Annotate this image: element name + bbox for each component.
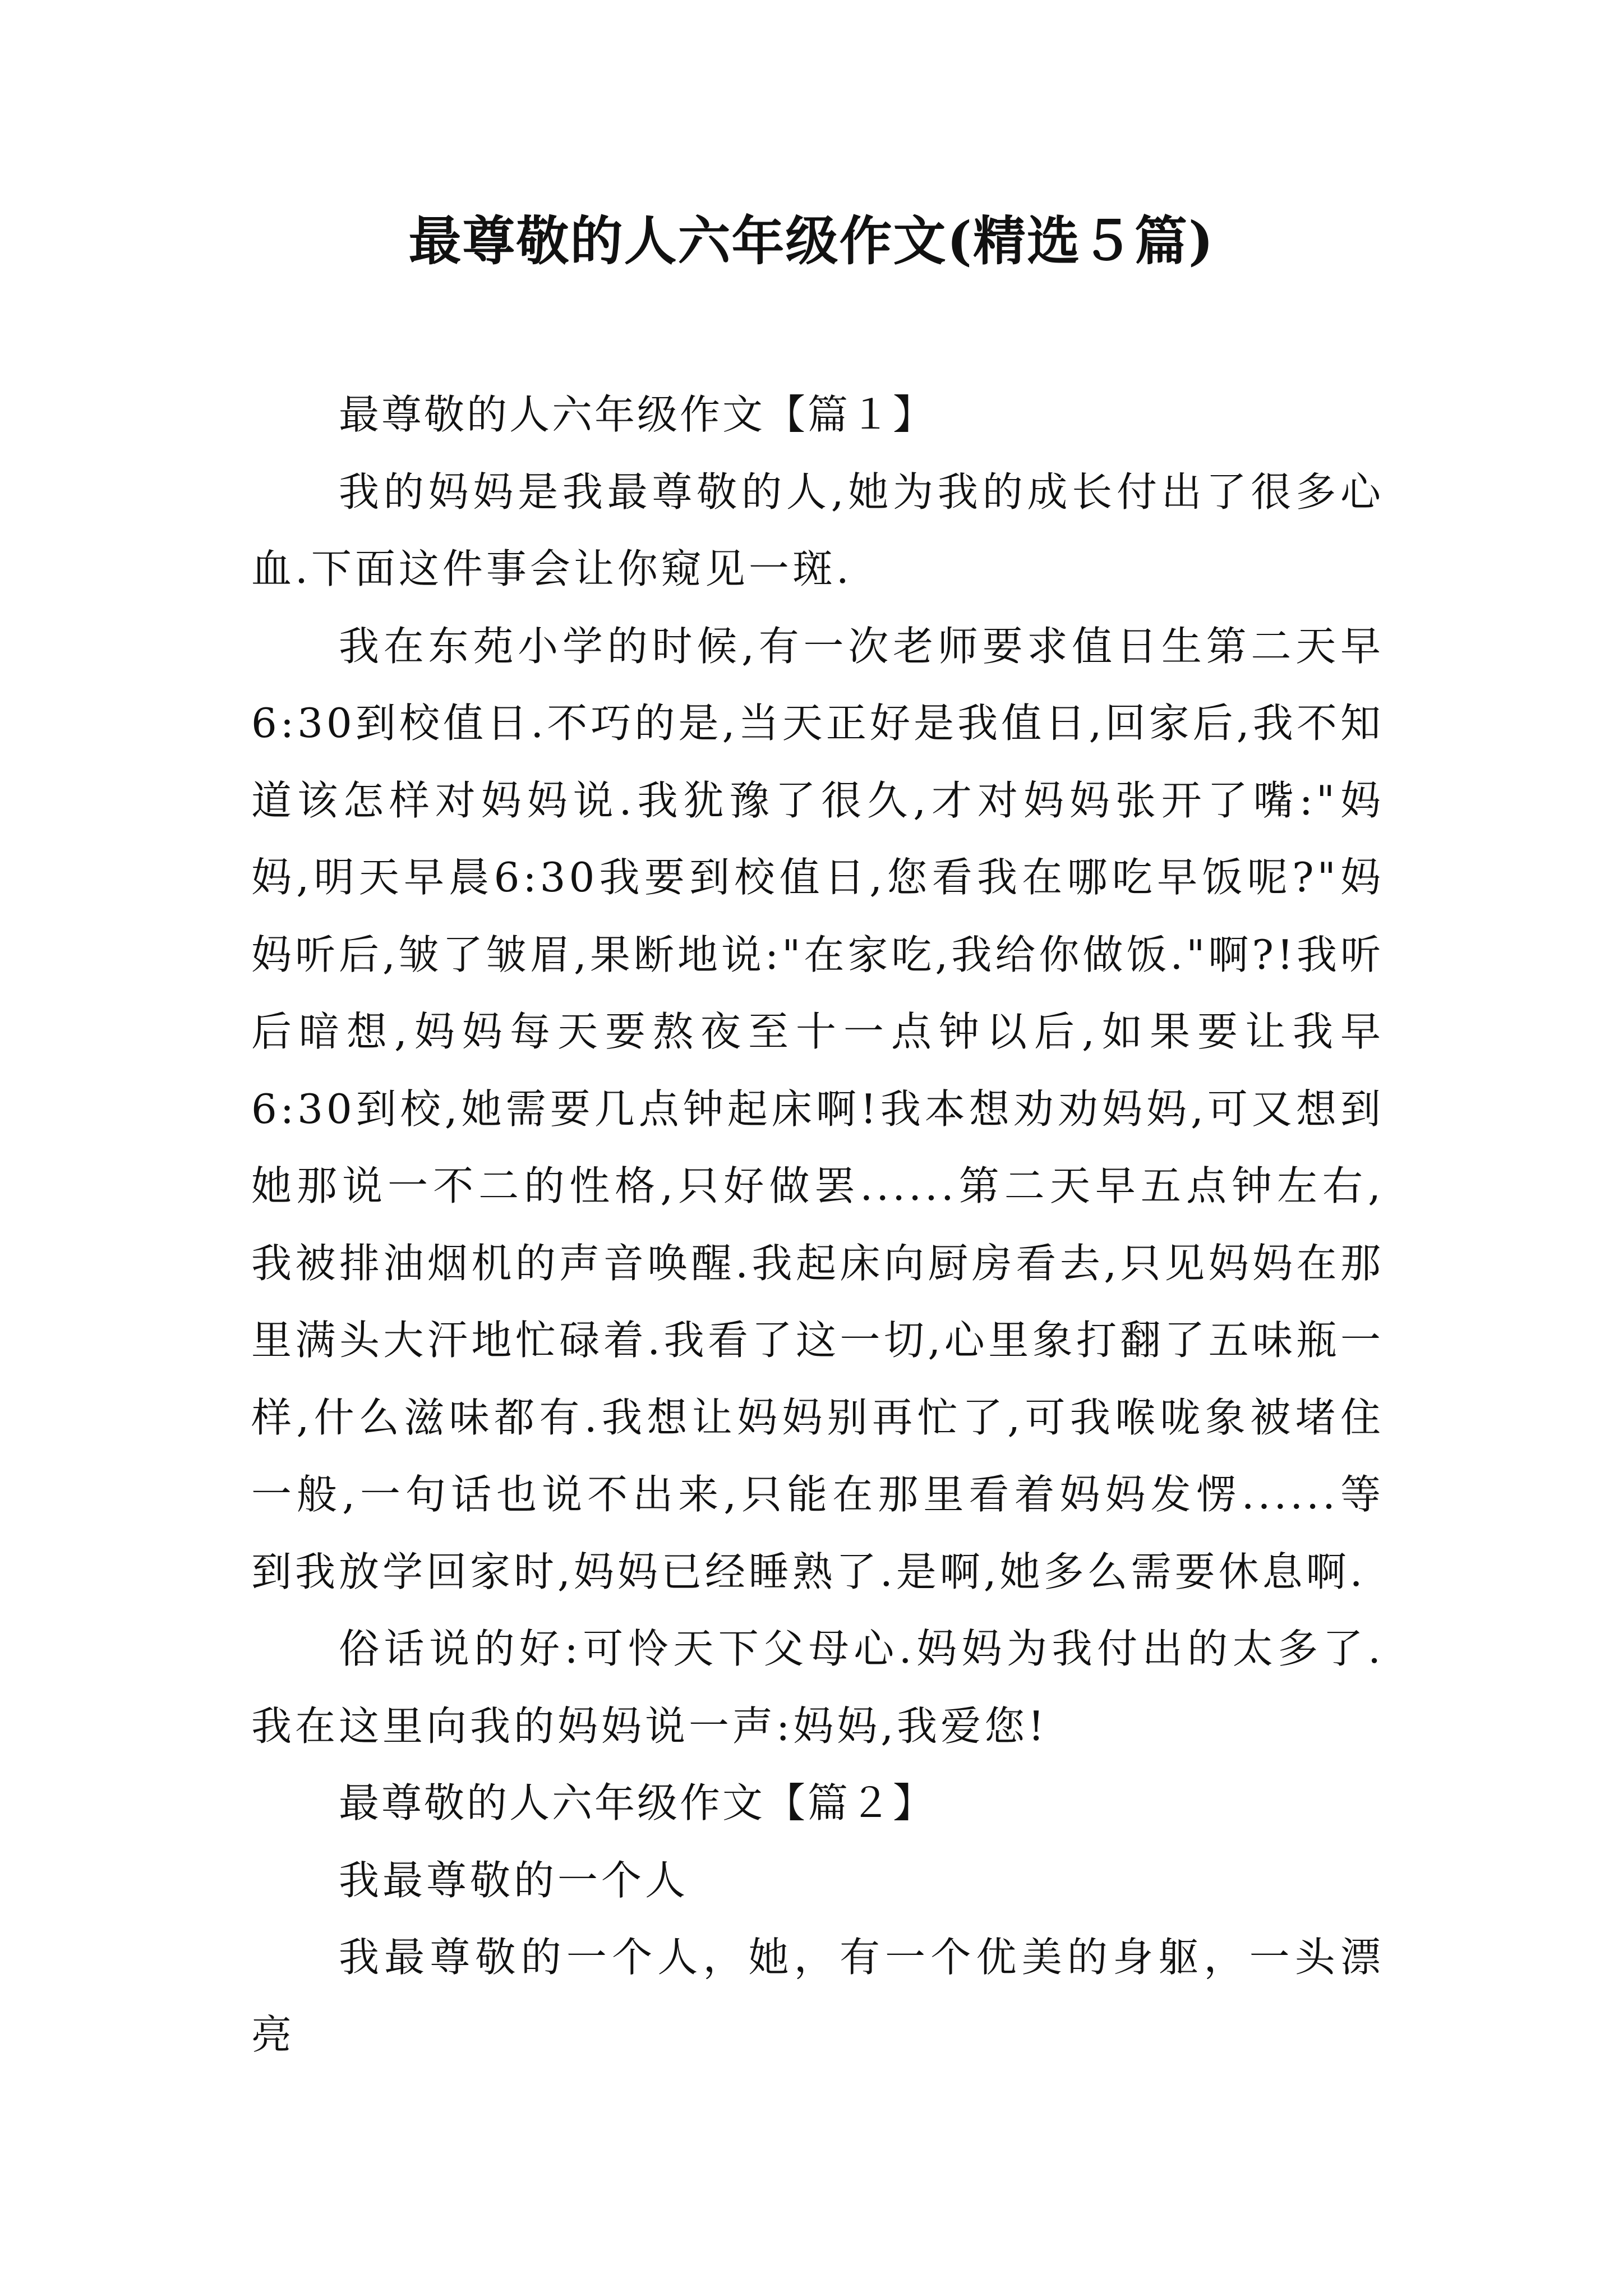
body-paragraph: 我的妈妈是我最尊敬的人,她为我的成长付出了很多心血.下面这件事会让你窥见一斑. — [251, 468, 1384, 592]
document-body — [251, 376, 1384, 2073]
body-paragraph: 我在东苑小学的时候,有一次老师要求值日生第二天早6:30到校值日.不巧的是,当天正好是我值日,回家后,我不知道该怎样对妈妈说.我犹豫了很久,才对妈妈张开了嘴:"妈妈,明天早晨6:30我要到校值日,您看我在哪吃早饭呢?"妈妈听后,皱了皱眉,果断地说:"在家吃,我给你做饭."啊?!我听后暗想,妈妈每天要熬夜至十一点钟以后,如果要让我早6:30到校,她需要几点钟起床啊!我本想劝劝妈妈,可又想到她那说一不二的性格,只好做罢......第二天早五点钟左右,我被排油烟机的声音唤醒.我起床向厨房看去,只见妈妈在那里满头大汗地忙碌着.我看了这一切,心里象打翻了五味瓶一样,什么滋味都有.我想让妈妈别再忙了,可我喉咙象被堵住一般,一句话也说不出来,只能在那里看着妈妈发愣......等到我放学回家时,妈妈已经睡熟了.是啊,她多么需要休息啊. — [251, 622, 1384, 1595]
section-heading: 最尊敬的人六年级作文【篇１】 — [339, 391, 936, 438]
essay-subtitle: 我最尊敬的一个人 — [339, 1856, 689, 1904]
section-heading: 最尊敬的人六年级作文【篇２】 — [339, 1779, 936, 1826]
body-paragraph: 我最尊敬的一个人，她，有一个优美的身躯，一头漂亮 — [251, 1934, 1384, 2058]
body-paragraph: 俗话说的好:可怜天下父母心.妈妈为我付出的太多了.我在这里向我的妈妈说一声:妈妈,我爱您! — [251, 1625, 1384, 1750]
document-title: 最尊敬的人六年级作文(精选５篇) — [408, 210, 1215, 272]
